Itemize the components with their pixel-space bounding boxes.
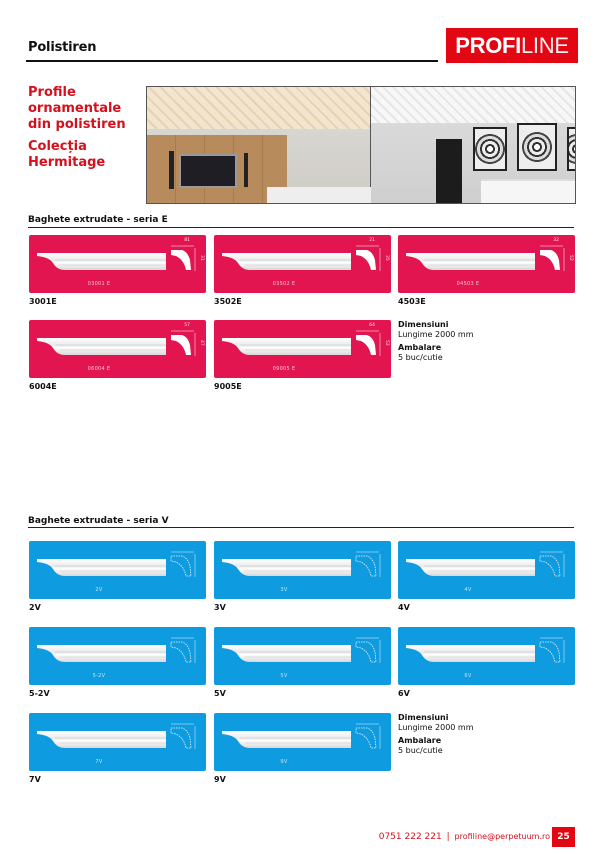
dimension-width: 21: [369, 238, 375, 243]
molding-profile-icon: [35, 336, 166, 356]
molding-profile-icon: [220, 729, 351, 749]
ceiling-tiles: [371, 87, 575, 123]
product-label: 3001E: [29, 297, 57, 306]
packaging-value: 5 buc/cutie: [398, 353, 443, 362]
ceiling-tiles: [147, 87, 370, 129]
product-code: 2V: [95, 587, 103, 593]
dimensions-heading: Dimensiuni: [398, 320, 449, 329]
product-image-3v: [214, 541, 391, 599]
product-image-5-2v: [29, 627, 206, 685]
molding-profile-icon: [404, 251, 535, 271]
cross-section-icon: [168, 329, 198, 359]
product-code: 09005 E: [272, 366, 296, 372]
product-code: 5-2V: [92, 673, 106, 679]
speaker-left: [169, 151, 174, 189]
dimension-width: 32: [553, 238, 559, 243]
intro-heading: [28, 85, 146, 171]
cross-section-icon: [168, 722, 198, 752]
product-code: 03502 E: [272, 281, 296, 287]
dimensions-value: Lungime 2000 mm: [398, 723, 474, 732]
product-image-7v: [29, 713, 206, 771]
dimension-height: 35: [384, 255, 389, 261]
logo-light-text: LINE: [521, 33, 569, 58]
hero-image-living-room: [147, 87, 371, 203]
molding-profile-icon: [404, 557, 535, 577]
product-label: 6004E: [29, 382, 57, 391]
product-label: 3V: [214, 603, 226, 612]
intro-line-1: Profile ornamentale din polistiren: [28, 85, 126, 132]
molding-profile-icon: [35, 729, 166, 749]
product-code: 3V: [280, 587, 288, 593]
cross-section-icon: [168, 244, 198, 274]
product-image-2v: [29, 541, 206, 599]
cross-section-icon: [537, 550, 567, 580]
cross-section-icon: [537, 636, 567, 666]
dimension-height: 31: [199, 255, 204, 261]
dimension-height: 52: [384, 340, 389, 346]
product-image-9005e: [214, 320, 391, 378]
product-code: 6V: [464, 673, 472, 679]
cross-section-icon: [353, 329, 383, 359]
sofa: [267, 187, 371, 204]
product-code: 5V: [280, 673, 288, 679]
product-code: 9V: [280, 759, 288, 765]
product-label: 5-2V: [29, 689, 50, 698]
product-code: 4V: [464, 587, 472, 593]
profiline-logo: [446, 28, 578, 63]
molding-profile-icon: [35, 557, 166, 577]
product-label: 6V: [398, 689, 410, 698]
wall-art: [517, 123, 557, 171]
section-divider: [28, 227, 574, 228]
footer-phone[interactable]: 0751 222 221: [378, 832, 442, 842]
product-code: 04503 E: [456, 281, 480, 287]
footer-contact: [379, 832, 550, 842]
section-title-series-e: Baghete extrudate - seria E: [28, 215, 168, 225]
product-image-3001e: [29, 235, 206, 293]
series-v-info: [398, 713, 474, 756]
packaging-value: 5 buc/cutie: [398, 746, 443, 755]
cross-section-icon: [353, 550, 383, 580]
product-label: 3502E: [214, 297, 242, 306]
dimension-height: 47: [199, 340, 204, 346]
cross-section-icon: [353, 636, 383, 666]
molding-profile-icon: [35, 643, 166, 663]
cross-section-icon: [353, 722, 383, 752]
logo-bold-text: PROFI: [455, 33, 521, 58]
title-divider: [26, 60, 438, 62]
wall-art: [473, 127, 507, 171]
series-e-info: [398, 320, 474, 363]
cross-section-icon: [537, 244, 567, 274]
product-label: 2V: [29, 603, 41, 612]
product-code: 06004 E: [87, 366, 111, 372]
page-number: 25: [552, 827, 575, 847]
door: [436, 139, 462, 204]
hero-images: [146, 86, 576, 204]
molding-profile-icon: [220, 557, 351, 577]
product-label: 4V: [398, 603, 410, 612]
product-label: 9V: [214, 775, 226, 784]
intro-line-2: Colecția Hermitage: [28, 139, 106, 170]
molding-profile-icon: [220, 336, 351, 356]
product-label: 4503E: [398, 297, 426, 306]
dimensions-heading: Dimensiuni: [398, 713, 449, 722]
product-label: 5V: [214, 689, 226, 698]
molding-profile-icon: [35, 251, 166, 271]
product-label: 9005E: [214, 382, 242, 391]
product-code: 7V: [95, 759, 103, 765]
footer-separator: |: [446, 832, 450, 842]
molding-profile-icon: [220, 251, 351, 271]
molding-profile-icon: [220, 643, 351, 663]
dimensions-value: Lungime 2000 mm: [398, 330, 474, 339]
dimension-width: 57: [184, 323, 190, 328]
product-image-6004e: [29, 320, 206, 378]
product-image-5v: [214, 627, 391, 685]
cross-section-icon: [168, 550, 198, 580]
packaging-heading: Ambalare: [398, 736, 442, 745]
bed: [481, 179, 576, 204]
packaging-heading: Ambalare: [398, 343, 442, 352]
page-title: Polistiren: [28, 40, 97, 55]
hero-image-bedroom: [371, 87, 575, 203]
dimension-width: 64: [369, 323, 375, 328]
molding-profile-icon: [404, 643, 535, 663]
tv: [179, 154, 237, 188]
product-image-4v: [398, 541, 575, 599]
product-image-9v: [214, 713, 391, 771]
product-label: 7V: [29, 775, 41, 784]
product-image-6v: [398, 627, 575, 685]
cross-section-icon: [168, 636, 198, 666]
wall-art: [567, 127, 576, 171]
section-divider: [28, 527, 574, 528]
product-image-3502e: [214, 235, 391, 293]
dimension-height: 52: [568, 255, 573, 261]
speaker-right: [244, 153, 248, 187]
section-title-series-v: Baghete extrudate - seria V: [28, 516, 169, 526]
product-image-4503e: [398, 235, 575, 293]
dimension-width: 81: [184, 238, 190, 243]
footer-email[interactable]: profiline@perpetuum.ro: [454, 832, 550, 841]
product-code: 03001 E: [87, 281, 111, 287]
cross-section-icon: [353, 244, 383, 274]
